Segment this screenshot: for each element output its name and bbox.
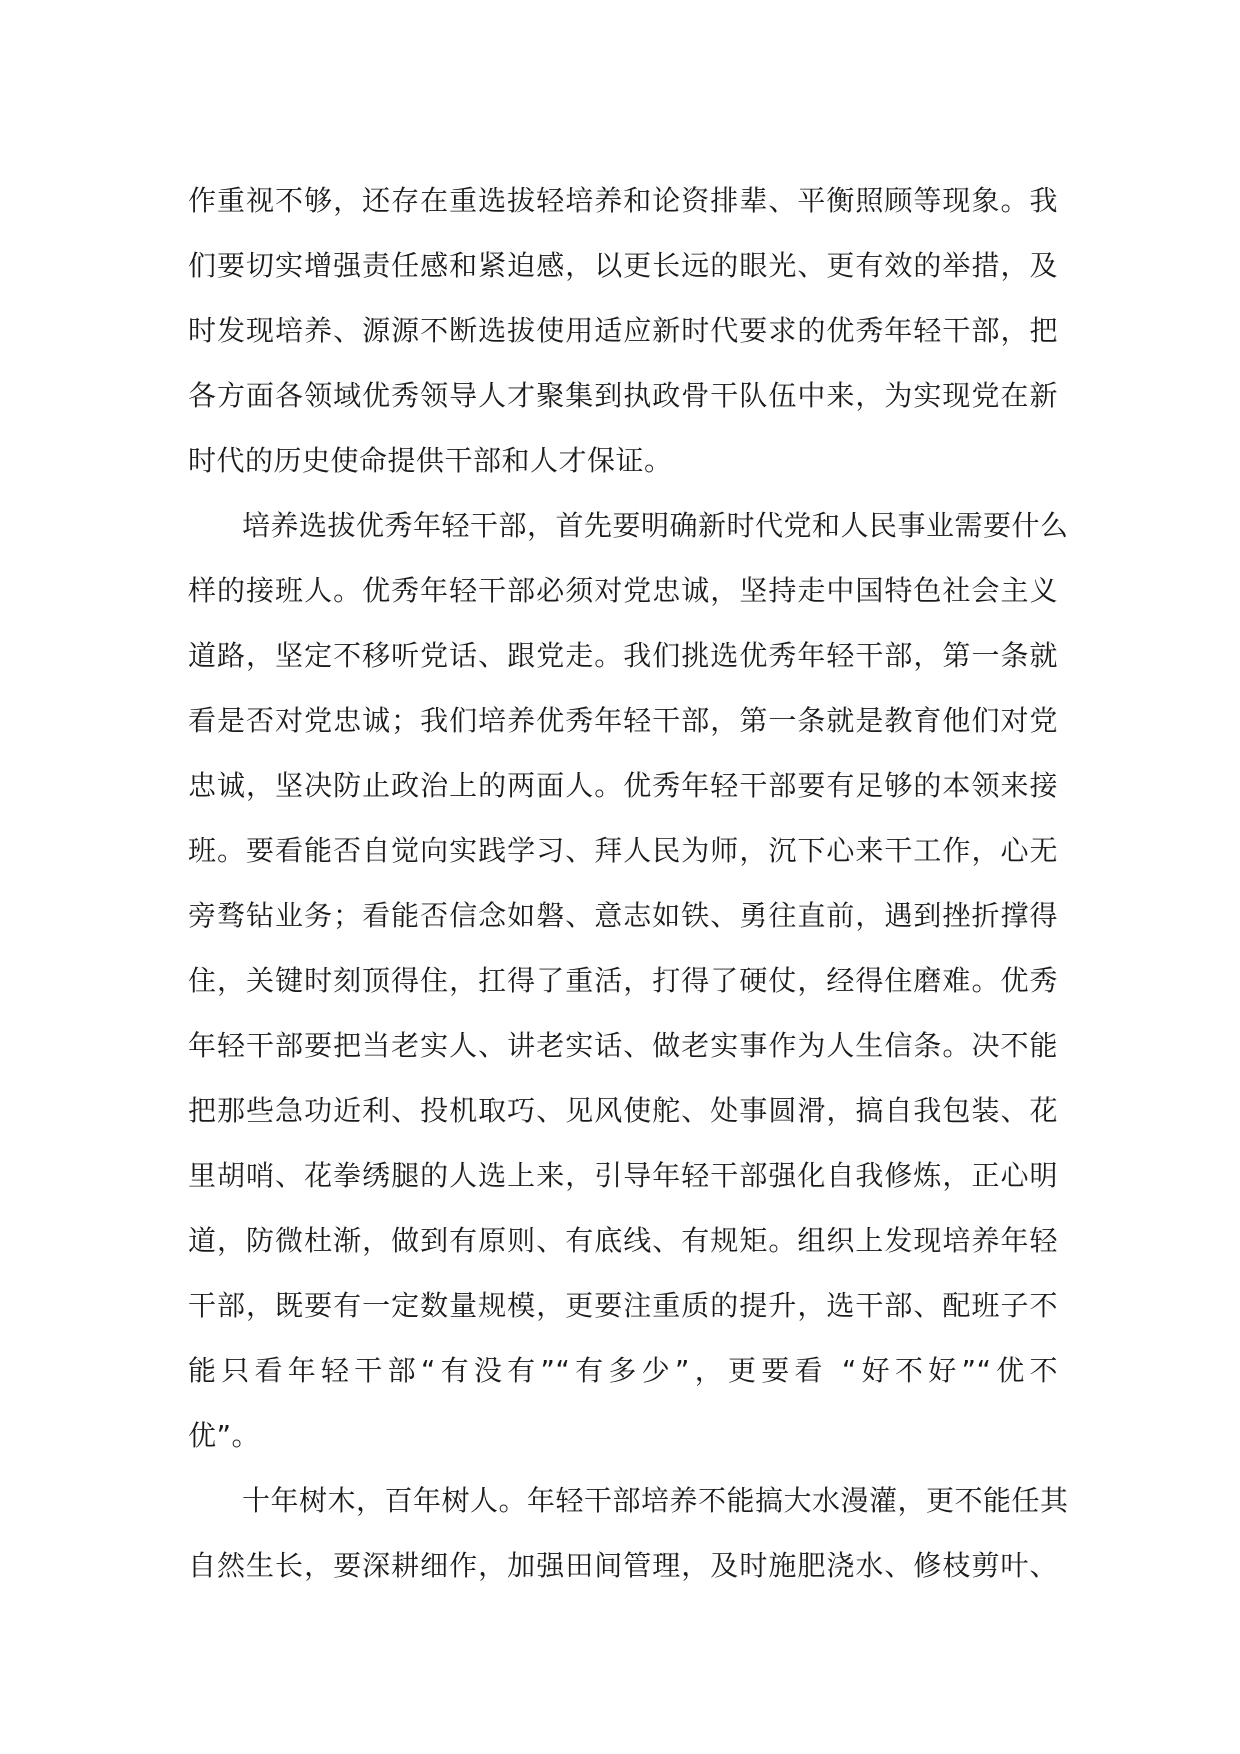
text-line: 住，关键时刻顶得住，扛得了重活，打得了硬仗，经得住磨难。优秀 xyxy=(188,964,1058,997)
text-line: 样的接班人。优秀年轻干部必须对党忠诚，坚持走中国特色社会主义 xyxy=(188,574,1058,607)
text-line: 里胡哨、花拳绣腿的人选上来，引导年轻干部强化自我修炼，正心明 xyxy=(188,1159,1058,1192)
text-line: 年轻干部要把当老实人、讲老实话、做老实事作为人生信条。决不能 xyxy=(188,1029,1058,1062)
text-line: 时发现培养、源源不断选拔使用适应新时代要求的优秀年轻干部，把 xyxy=(188,314,1058,347)
text-line: 道，防微杜渐，做到有原则、有底线、有规矩。组织上发现培养年轻 xyxy=(188,1224,1058,1257)
paragraph-2 xyxy=(188,493,1069,1468)
text-line: 道路，坚定不移听党话、跟党走。我们挑选优秀年轻干部，第一条就 xyxy=(188,639,1058,672)
text-line: 看是否对党忠诚；我们培养优秀年轻干部，第一条就是教育他们对党 xyxy=(188,704,1058,737)
text-line: 培养选拔优秀年轻干部，首先要明确新时代党和人民事业需要什么 xyxy=(242,509,1069,542)
text-line: 们要切实增强责任感和紧迫感，以更长远的眼光、更有效的举措，及 xyxy=(188,249,1058,282)
paragraph-1 xyxy=(188,168,1058,493)
text-line: 旁骛钻业务；看能否信念如磐、意志如铁、勇往直前，遇到挫折撑得 xyxy=(188,899,1058,932)
text-line: 忠诚，坚决防止政治上的两面人。优秀年轻干部要有足够的本领来接 xyxy=(188,769,1058,802)
text-line: 干部，既要有一定数量规模，更要注重质的提升，选干部、配班子不 xyxy=(188,1289,1058,1322)
text-line: 十年树木，百年树人。年轻干部培养不能搞大水漫灌，更不能任其 xyxy=(242,1484,1069,1517)
text-line: 优”。 xyxy=(188,1419,261,1452)
body-text xyxy=(188,168,1069,1598)
paragraph-3 xyxy=(188,1468,1069,1598)
text-line: 各方面各领域优秀领导人才聚集到执政骨干队伍中来，为实现党在新 xyxy=(188,379,1058,412)
text-line: 时代的历史使命提供干部和人才保证。 xyxy=(188,444,673,477)
text-line: 班。要看能否自觉向实践学习、拜人民为师，沉下心来干工作，心无 xyxy=(188,834,1058,867)
text-line: 作重视不够，还存在重选拔轻培养和论资排辈、平衡照顾等现象。我 xyxy=(188,184,1058,217)
text-line: 把那些急功近利、投机取巧、见风使舵、处事圆滑，搞自我包装、花 xyxy=(188,1094,1058,1127)
text-line: 能只看年轻干部“有没有”“有多少”，更要看 “好不好”“优不 xyxy=(188,1354,1058,1387)
text-line: 自然生长，要深耕细作，加强田间管理，及时施肥浇水、修枝剪叶、 xyxy=(188,1549,1058,1582)
